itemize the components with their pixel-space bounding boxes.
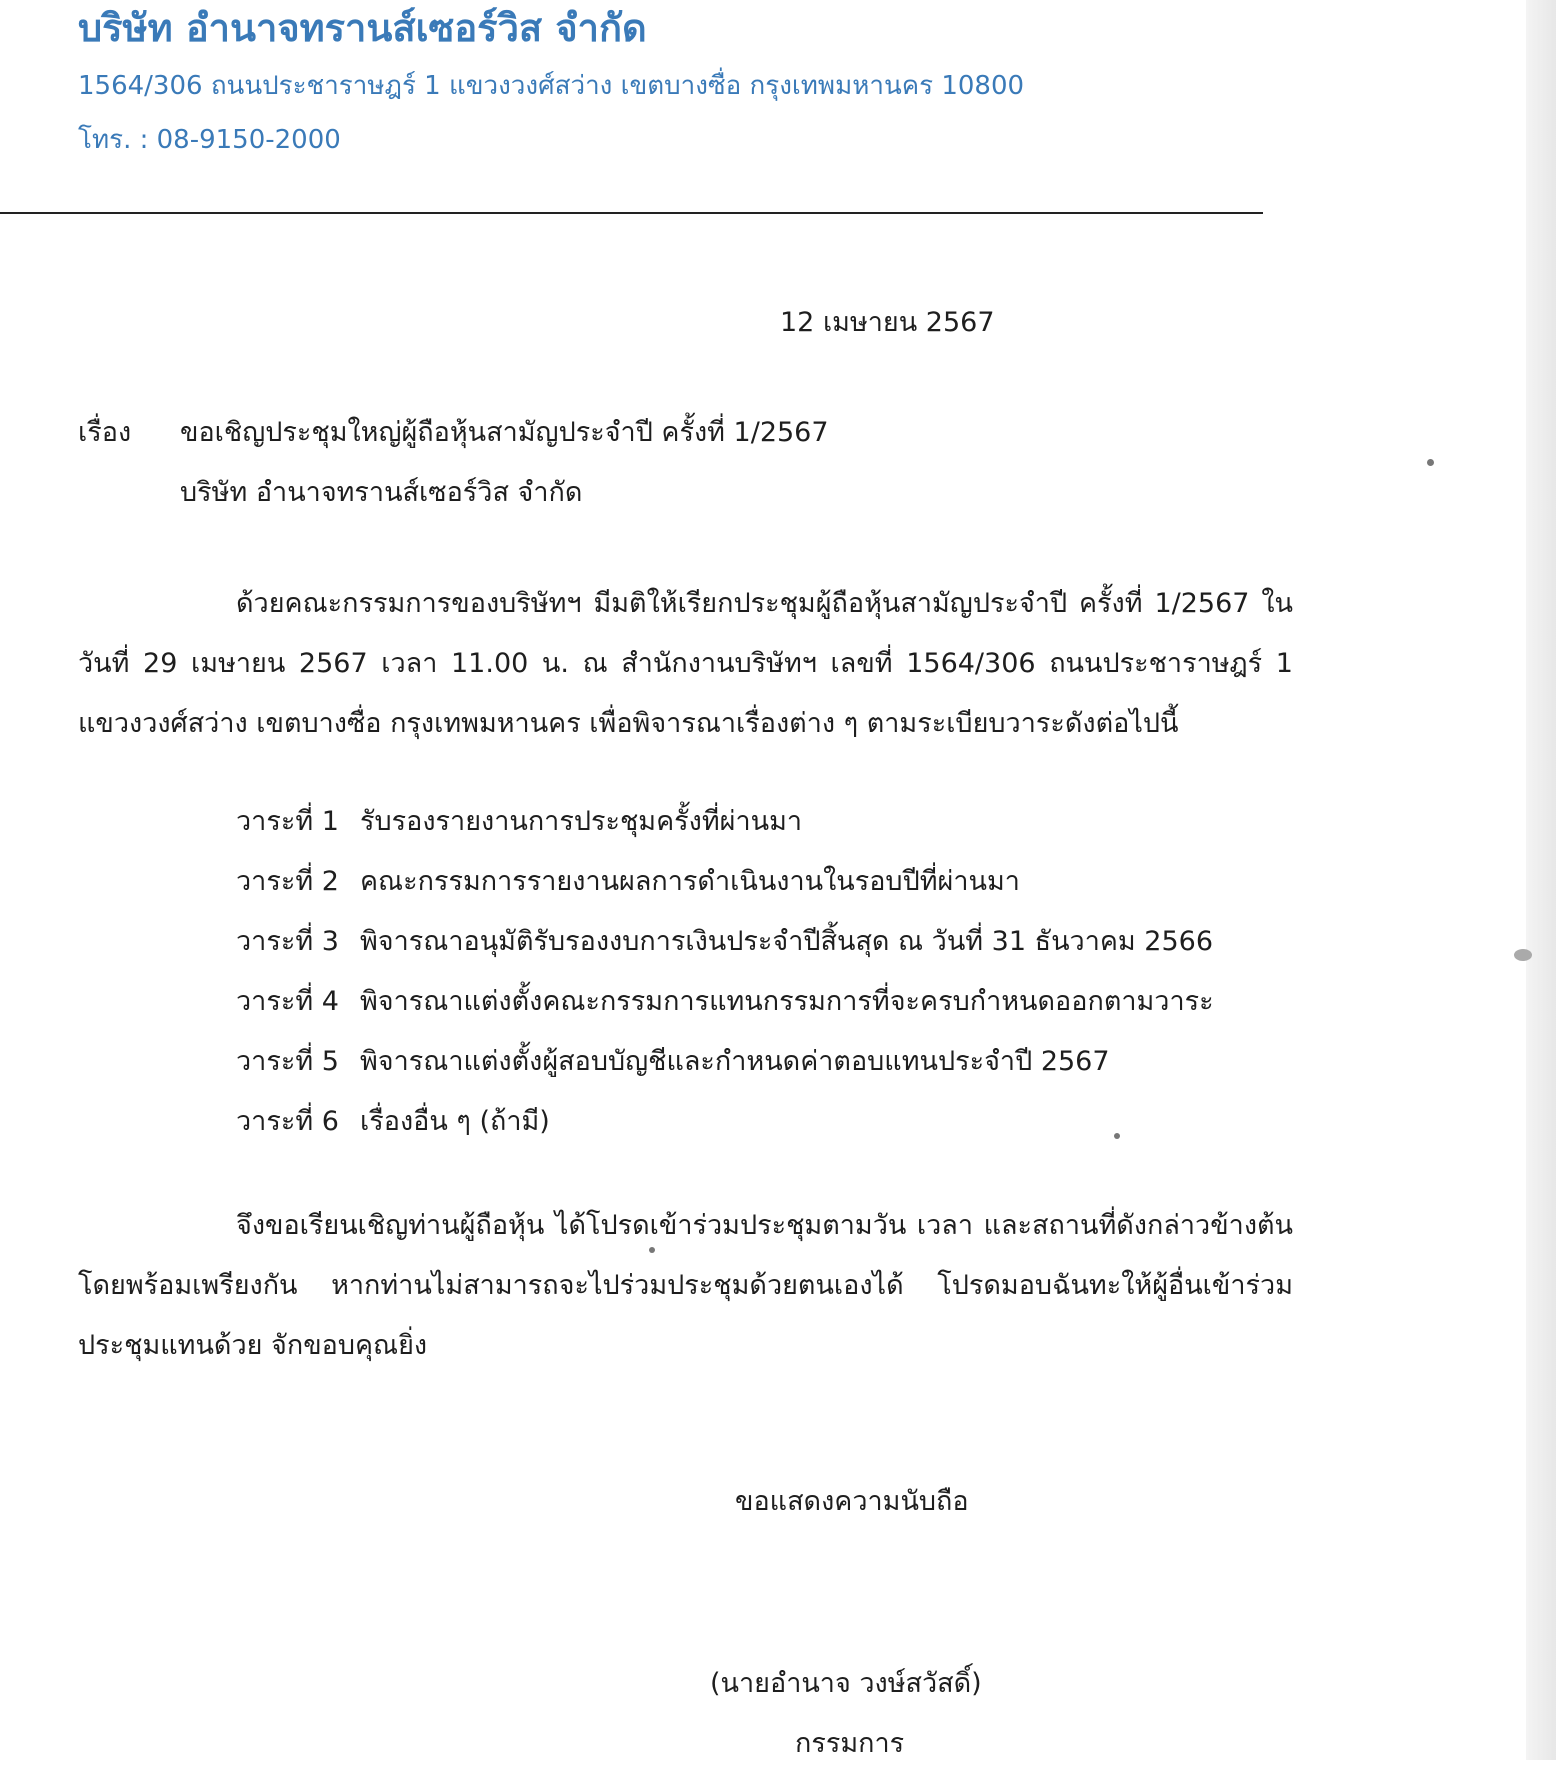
agenda-text: พิจารณาแต่งตั้งคณะกรรมการแทนกรรมการที่จะครบกำหนดออกตามวาระ [360, 986, 1214, 1017]
request-paragraph: จึงขอเรียนเชิญท่านผู้ถือหุ้น ได้โปรดเข้าร่วมประชุมตามวัน เวลา และสถานที่ดังกล่าวข้างต้นโดยพร้อมเพรียงกัน หากท่านไม่สามารถจะไปร่วมประชุมด้วยตนเองได้ โปรดมอบฉันทะให้ผู้อื่นเข้าร่วมประชุมแทนด้วย จักขอบคุณยิ่ง [78, 1210, 1293, 1361]
agenda-item [236, 972, 1214, 1032]
scan-speck [1114, 1133, 1120, 1139]
invitation-paragraph: ด้วยคณะกรรมการของบริษัทฯ มีมติให้เรียกประชุมผู้ถือหุ้นสามัญประจำปี ครั้งที่ 1/2567 ในวันที่ 29 เมษายน 2567 เวลา 11.00 น. ณ สำนักงานบริษัทฯ เลขที่ 1564/306 ถนนประชาราษฎร์ 1 แขวงวงศ์สว่าง เขตบางซื่อ กรุงเทพมหานคร เพื่อพิจารณาเรื่องต่าง ๆ ตามระเบียบวาระดังต่อไปนี้ [78, 588, 1293, 739]
agenda-number: วาระที่ 5 [236, 1046, 339, 1077]
agenda-item [236, 852, 1214, 912]
scan-speck [1427, 459, 1434, 466]
company-name: บริษัท อำนาจทรานส์เซอร์วิส จำกัด [78, 6, 647, 50]
signer-title: กรรมการ [795, 1728, 905, 1759]
subject-line-2: บริษัท อำนาจทรานส์เซอร์วิส จำกัด [180, 477, 583, 508]
closing-phrase: ขอแสดงความนับถือ [735, 1486, 969, 1517]
agenda-item [236, 792, 1214, 852]
letter-date: 12 เมษายน 2567 [780, 307, 995, 338]
agenda-text: คณะกรรมการรายงานผลการดำเนินงานในรอบปีที่ผ่านมา [360, 866, 1020, 897]
subject-label: เรื่อง [78, 417, 132, 448]
agenda-number: วาระที่ 2 [236, 866, 339, 897]
agenda-number: วาระที่ 1 [236, 806, 339, 837]
agenda-item [236, 1032, 1214, 1092]
company-address: 1564/306 ถนนประชาราษฎร์ 1 แขวงวงศ์สว่าง เขตบางซื่อ กรุงเทพมหานคร 10800 [78, 71, 1025, 101]
agenda-item [236, 912, 1214, 972]
signer-name: (นายอำนาจ วงษ์สวัสดิ์) [710, 1668, 982, 1699]
subject-line-1: ขอเชิญประชุมใหญ่ผู้ถือหุ้นสามัญประจำปี ครั้งที่ 1/2567 [180, 417, 829, 448]
scan-edge-shadow [1526, 0, 1556, 1760]
scan-speck [649, 1247, 655, 1253]
letterhead-divider [0, 212, 1263, 214]
agenda-number: วาระที่ 3 [236, 926, 339, 957]
agenda-item [236, 1092, 1214, 1152]
agenda-text: เรื่องอื่น ๆ (ถ้ามี) [360, 1106, 550, 1137]
agenda-text: พิจารณาแต่งตั้งผู้สอบบัญชีและกำหนดค่าตอบแทนประจำปี 2567 [360, 1046, 1110, 1077]
agenda-text: รับรองรายงานการประชุมครั้งที่ผ่านมา [360, 806, 803, 837]
agenda-list [236, 792, 1214, 1152]
scan-speck [1514, 949, 1532, 961]
agenda-number: วาระที่ 4 [236, 986, 339, 1017]
agenda-text: พิจารณาอนุมัติรับรองงบการเงินประจำปีสิ้นสุด ณ วันที่ 31 ธันวาคม 2566 [360, 926, 1214, 957]
company-phone: โทร. : 08-9150-2000 [78, 125, 341, 155]
agenda-number: วาระที่ 6 [236, 1106, 339, 1137]
